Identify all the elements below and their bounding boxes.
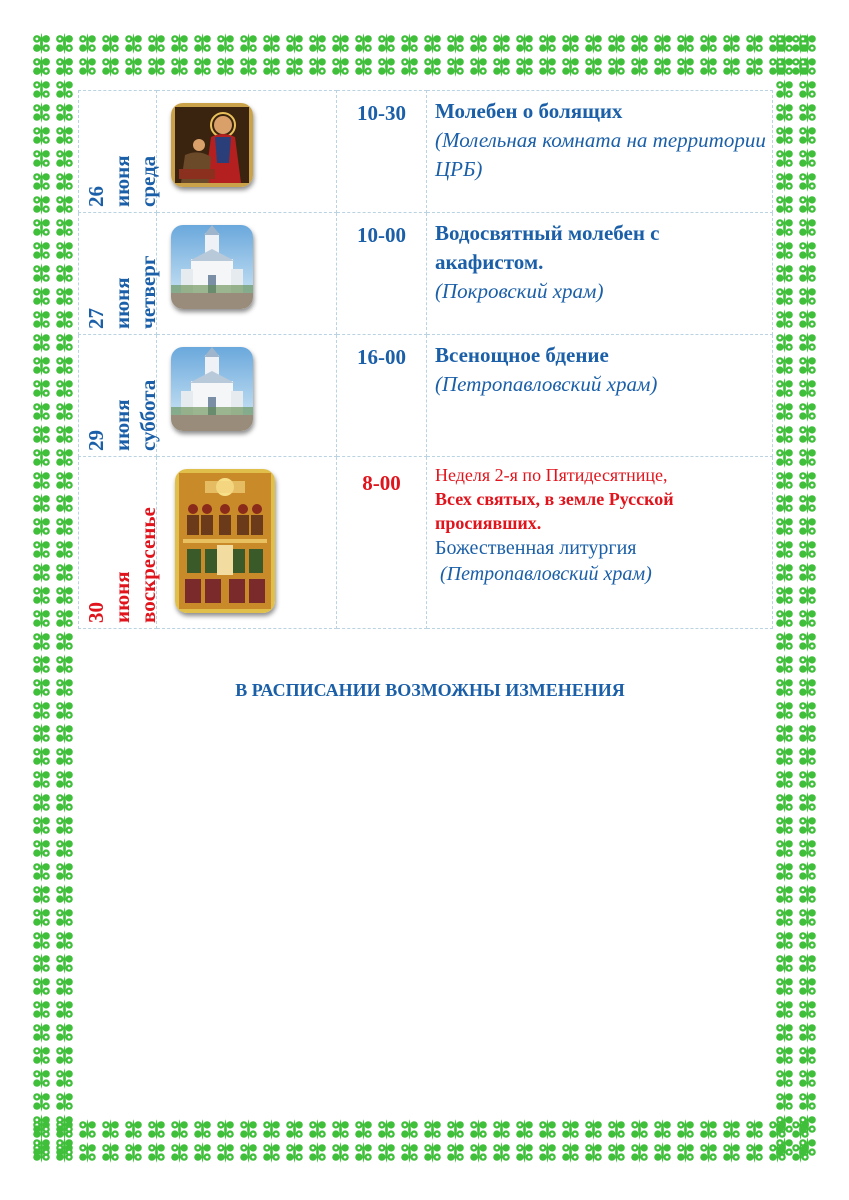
service-title: Молебен о болящих bbox=[435, 99, 623, 123]
day-number: 30 bbox=[84, 602, 108, 623]
service-cell bbox=[427, 457, 773, 629]
church-photo-icon bbox=[171, 347, 253, 431]
floral-border-right bbox=[773, 32, 819, 1168]
date-cell bbox=[79, 335, 160, 457]
service-place: (Молельная комната на территории ЦРБ) bbox=[435, 128, 766, 181]
weekday-label: воскресенье bbox=[136, 507, 160, 623]
rotated-date bbox=[83, 507, 161, 623]
image-cell bbox=[157, 457, 337, 629]
service-title: Божественная литургия bbox=[435, 537, 637, 559]
rotated-date bbox=[83, 380, 161, 451]
month-label: июня bbox=[110, 277, 134, 329]
weekday-label: среда bbox=[136, 155, 160, 207]
service-place: (Петропавловский храм) bbox=[435, 372, 658, 396]
all-saints-icon bbox=[175, 469, 275, 613]
weekday-label: суббота bbox=[136, 379, 160, 451]
schedule-table bbox=[78, 90, 773, 629]
image-cell bbox=[157, 213, 337, 335]
rotated-date bbox=[83, 155, 161, 207]
service-time: 16-00 bbox=[357, 345, 406, 369]
image-cell bbox=[157, 335, 337, 457]
feast-title: Всех святых, в земле Русской просиявших. bbox=[435, 489, 674, 533]
service-cell bbox=[427, 335, 773, 457]
service-time: 10-30 bbox=[357, 101, 406, 125]
service-title: Водосвятный молебен с акафистом. bbox=[435, 221, 660, 274]
service-time: 8-00 bbox=[362, 471, 401, 495]
month-label: июня bbox=[110, 571, 134, 623]
service-title: Всенощное бдение bbox=[435, 343, 609, 367]
floral-border-bottom bbox=[30, 1118, 819, 1168]
image-cell bbox=[157, 91, 337, 213]
virgin-mary-icon bbox=[171, 103, 253, 187]
service-place: (Покровский храм) bbox=[435, 279, 604, 303]
service-time: 10-00 bbox=[357, 223, 406, 247]
day-number: 27 bbox=[84, 308, 108, 329]
time-cell bbox=[337, 457, 427, 629]
time-cell bbox=[337, 91, 427, 213]
service-cell bbox=[427, 91, 773, 213]
month-label: июня bbox=[110, 155, 134, 207]
date-cell bbox=[79, 213, 160, 335]
weekday-label: четверг bbox=[136, 255, 160, 329]
service-cell bbox=[427, 213, 773, 335]
day-number: 26 bbox=[84, 186, 108, 207]
church-photo-icon bbox=[171, 225, 253, 309]
date-cell bbox=[79, 91, 160, 213]
day-number: 29 bbox=[84, 430, 108, 451]
floral-border-left bbox=[30, 32, 76, 1168]
schedule-row bbox=[79, 335, 773, 457]
rotated-date bbox=[83, 256, 161, 329]
floral-border-top bbox=[30, 32, 819, 82]
date-cell bbox=[79, 457, 160, 629]
schedule-row bbox=[79, 213, 773, 335]
schedule-change-notice: В РАСПИСАНИИ ВОЗМОЖНЫ ИЗМЕНЕНИЯ bbox=[235, 680, 625, 700]
feast-line: Неделя 2-я по Пятидесятнице, bbox=[435, 465, 668, 485]
time-cell bbox=[337, 213, 427, 335]
service-place: (Петропавловский храм) bbox=[435, 563, 652, 585]
schedule-row bbox=[79, 457, 773, 629]
schedule-row bbox=[79, 91, 773, 213]
month-label: июня bbox=[110, 399, 134, 451]
time-cell bbox=[337, 335, 427, 457]
